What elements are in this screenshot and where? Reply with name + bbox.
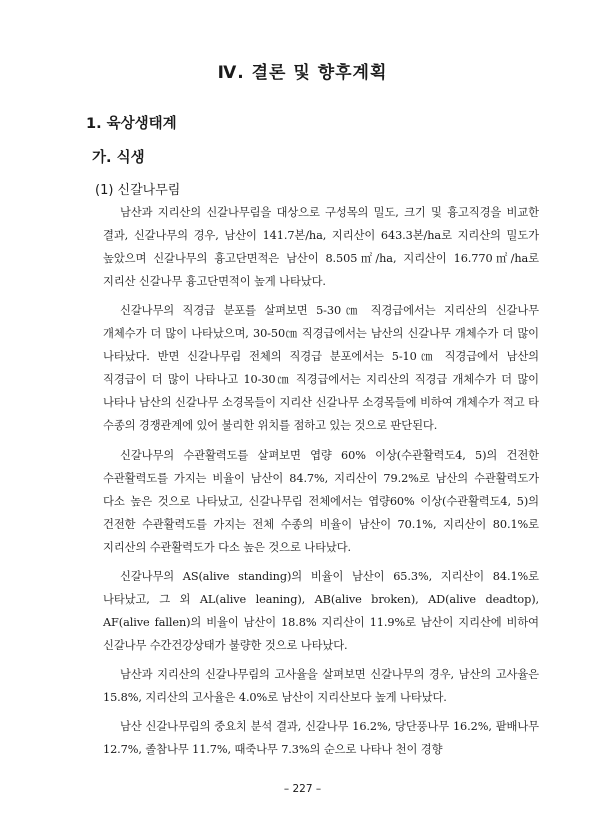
chapter-title: Ⅳ. 결론 및 향후계획 — [217, 63, 388, 83]
paragraph-crown-vigor: 신갈나무의 수관활력도를 살펴보면 엽량 60% 이상(수관활력도4, 5)의 건전한 수관활력도를 가지는 비율이 남산이 84.7%, 지리산이 79.2%로 남산의 수관활력도가 다소 높은 것으로 나타났고, 신갈나무림 전체에서는 엽량60% 이상(수관활력도4, 5)의 건전한 수관활력도를 가지는 전체 수종의 비율이 남산이 70.1%, 지리산이 80.1%로 지리산의 수관활력도가 다소 높은 것으로 나타났다. — [103, 448, 539, 554]
subsubsection-heading: (1) 신갈나무림 — [95, 183, 181, 198]
paragraph-mortality: 남산과 지리산의 신갈나무림의 고사율을 살펴보면 신갈나무의 경우, 남산의 고사율은 15.8%, 지리산의 고사율은 4.0%로 남산이 지리산보다 높게 나타났다. — [103, 668, 539, 705]
paragraph-density: 남산과 지리산의 신갈나무림을 대상으로 구성목의 밀도, 크기 및 흉고직경을 비교한 결과, 신갈나무의 경우, 남산이 141.7본/ha, 지리산이 643.3본/ha로 지리산의 밀도가 높았으며 신갈나무의 흉고단면적은 남산이 8.505㎡/ha, 지리산이 16.770㎡/ha로 지리산 신갈나무 흉고단면적이 높게 나타났다. — [103, 206, 539, 288]
page-number: – 227 – — [283, 783, 322, 795]
section-heading: 1. 육상생태계 — [86, 116, 177, 132]
paragraph-importance-value: 남산 신갈나무림의 중요치 분석 결과, 신갈나무 16.2%, 당단풍나무 16.2%, 팥배나무 12.7%, 졸참나무 11.7%, 때죽나무 7.3%의 순으로 나타나 천이 경향 — [103, 720, 539, 757]
body-text — [103, 201, 539, 768]
subsection-heading: 가. 식생 — [92, 150, 145, 166]
paragraph-stem-health: 신갈나무의 AS(alive standing)의 비율이 남산이 65.3%, 지리산이 84.1%로 나타났고, 그 외 AL(alive leaning), AB(alive broken), AD(alive deadtop), AF(alive fallen)의 비율이 남산이 18.8% 지리산이 11.9%로 남산이 지리산에 비하여 신갈나무 수간건강상태가 불량한 것으로 나타났다. — [103, 569, 539, 652]
paragraph-diameter-class: 신갈나무의 직경급 분포를 살펴보면 5-30㎝ 직경급에서는 지리산의 신갈나무 개체수가 더 많이 나타났으며, 30-50㎝ 직경급에서는 남산의 신갈나무 개체수가 더 많이 나타났다. 반면 신갈나무림 전체의 직경급 분포에서는 5-10㎝ 직경급에서 남산의 직경급이 더 많이 나타나고 10-30㎝ 직경급에서는 지리산의 직경급 개체수가 더 많이 나타나 남산의 신갈나무 소경목들이 지리산 신갈나무 소경목들에 비하여 개체수가 적고 타 수종의 경쟁관계에 있어 불리한 위치를 점하고 있는 것으로 판단된다. — [103, 304, 539, 433]
